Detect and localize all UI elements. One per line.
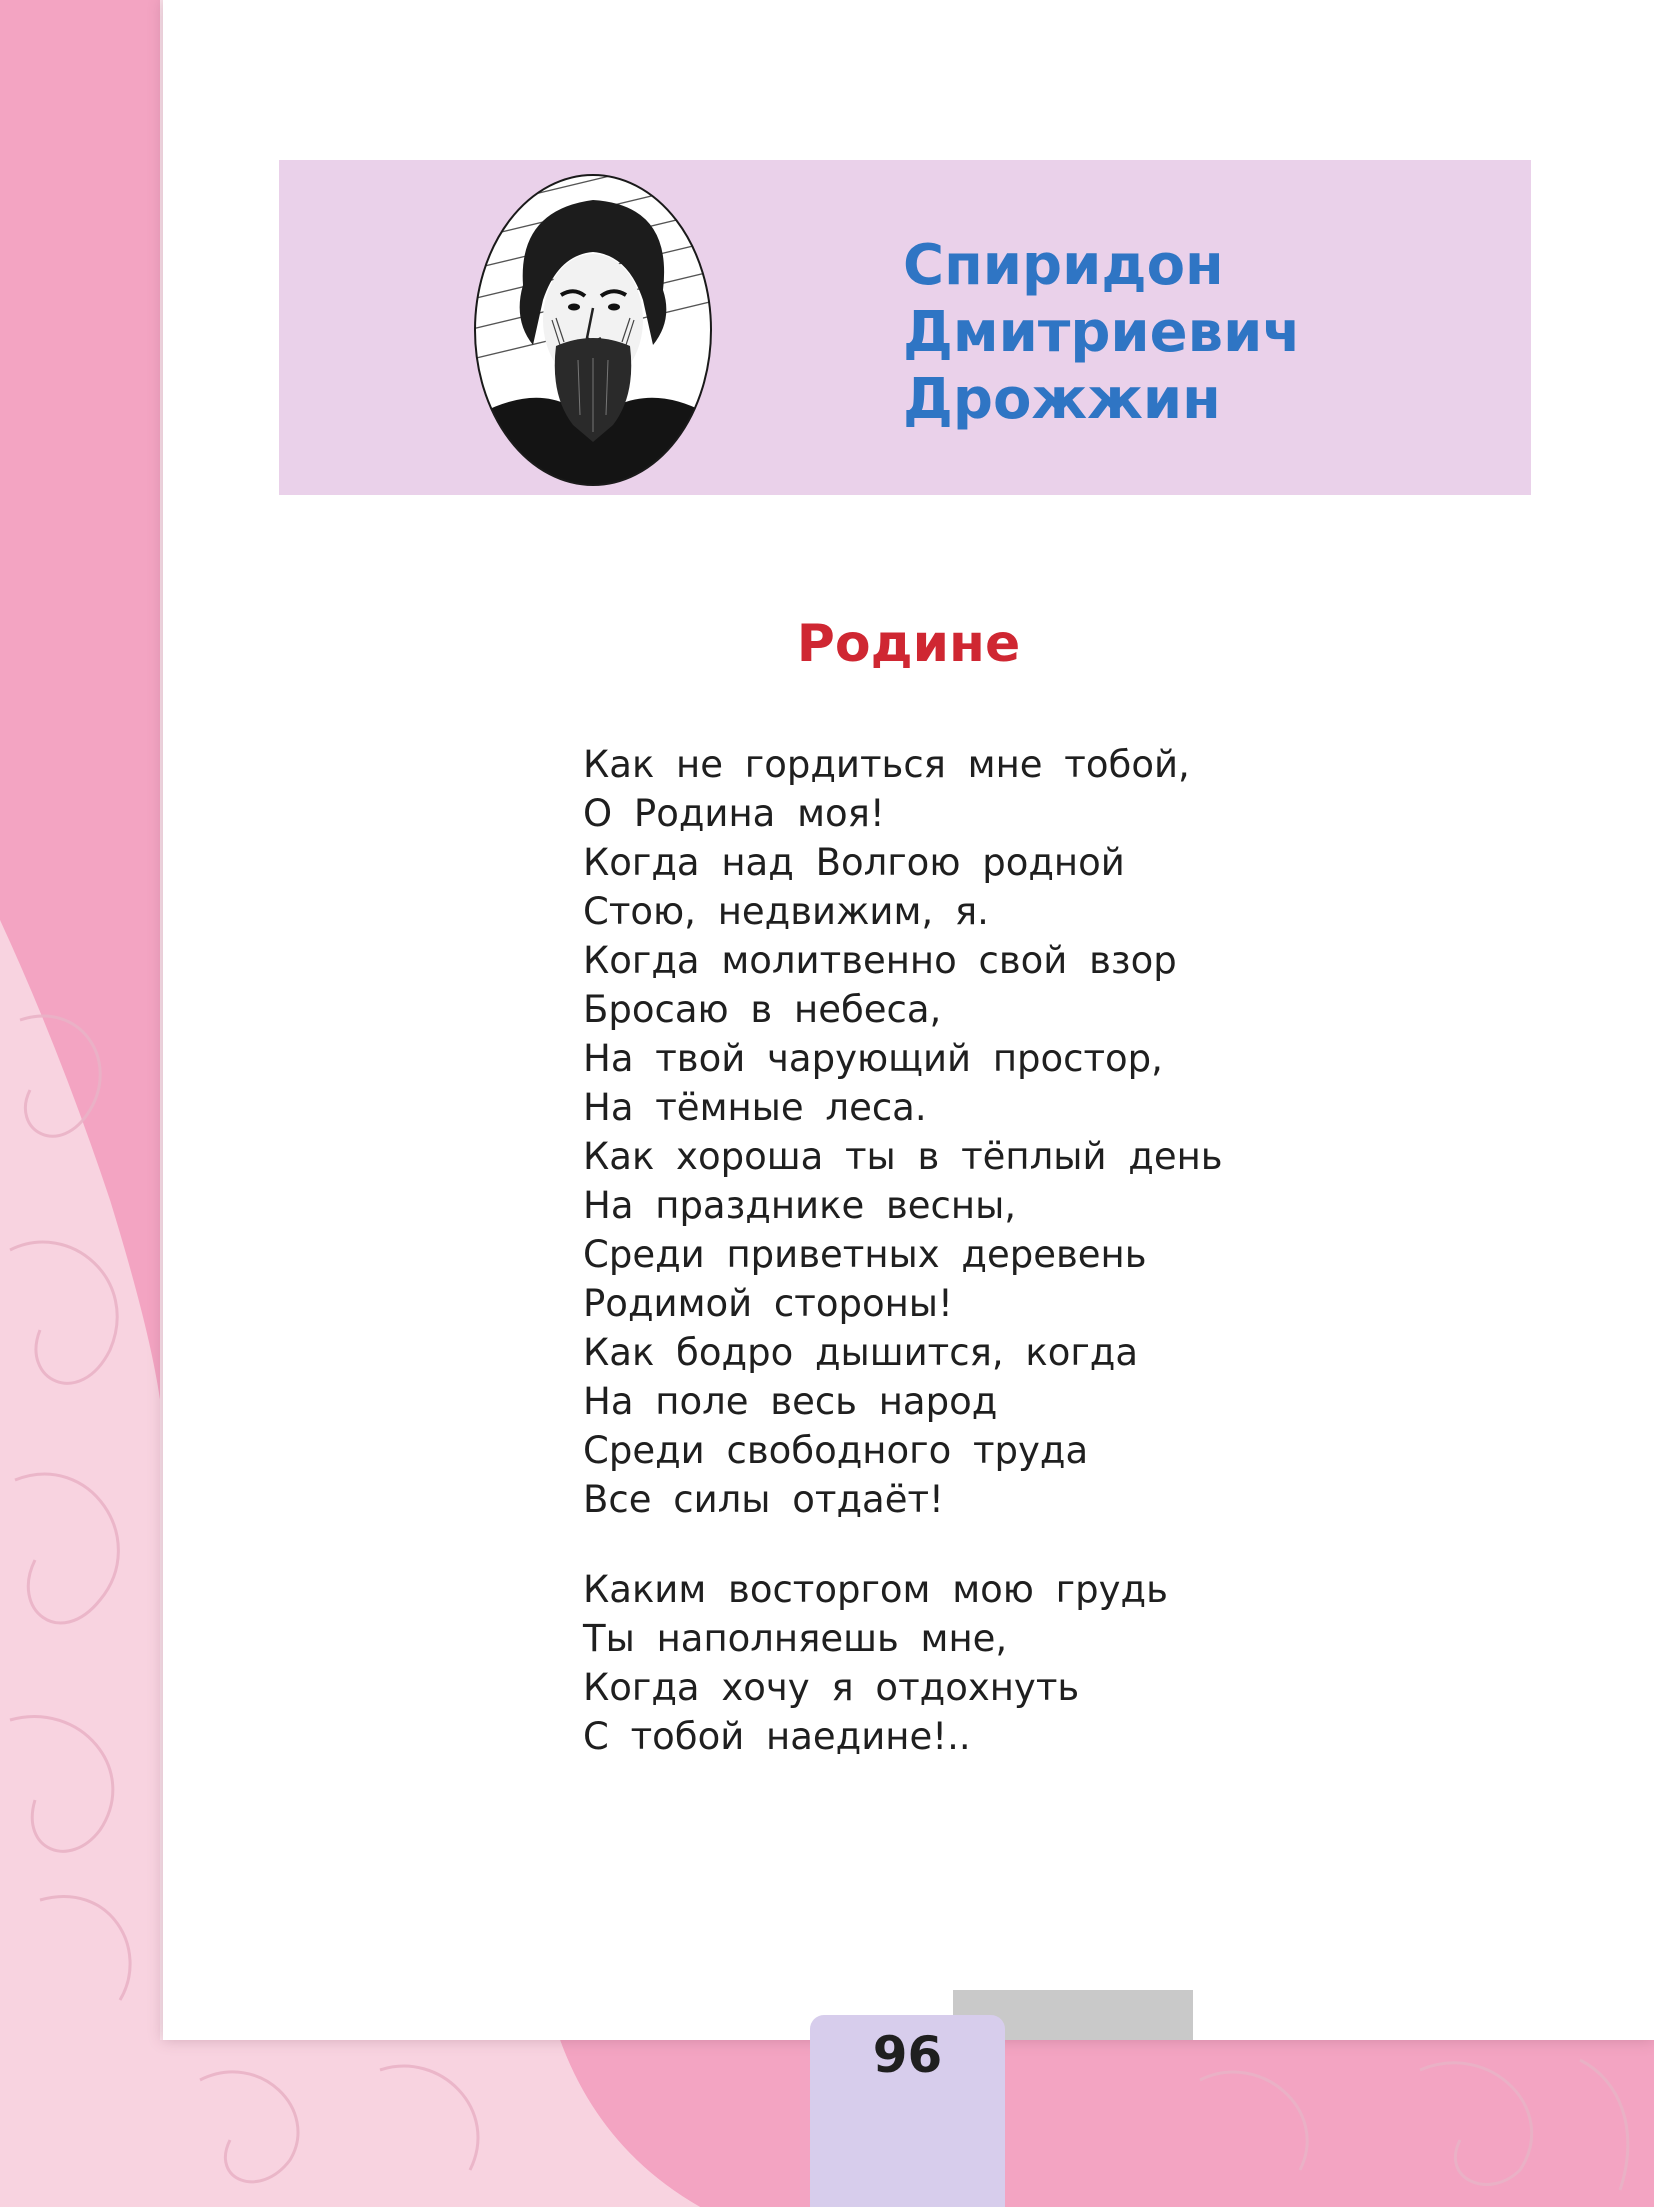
poem-line: Как бодро дышится, когда [583, 1331, 1139, 1374]
stanza-5 [583, 1565, 1483, 1761]
stanza-1 [583, 740, 1483, 936]
poem-line: Когда молитвенно свой взор [583, 939, 1177, 982]
book-page [163, 0, 1654, 2040]
poem-text [583, 740, 1483, 1761]
stanza-2 [583, 936, 1483, 1132]
poem-line: Стою, недвижим, я. [583, 890, 989, 933]
poem-line: На твой чарующий простор, [583, 1037, 1163, 1080]
poem-line: Все силы отдаёт! [583, 1478, 944, 1521]
author-name [903, 232, 1301, 433]
poem-line: Когда хочу я отдохнуть [583, 1666, 1080, 1709]
poem-line: Бросаю в небеса, [583, 988, 942, 1031]
poem-line: С тобой наедине!.. [583, 1715, 971, 1758]
poem-line: О Родина моя! [583, 792, 885, 835]
page-number: 96 [810, 2015, 1005, 2207]
poem-title: Родине [796, 614, 1021, 674]
poem-line: Как хороша ты в тёплый день [583, 1135, 1223, 1178]
author-last-name: Дрожжин [903, 367, 1221, 432]
poem-line: Родимой стороны! [583, 1282, 953, 1325]
poem-line: Ты наполняешь мне, [583, 1617, 1008, 1660]
stanza-4 [583, 1328, 1483, 1565]
poem-line: На тёмные леса. [583, 1086, 927, 1129]
author-patronymic: Дмитриевич [903, 300, 1301, 365]
poem-line: На поле весь народ [583, 1380, 998, 1423]
poem-line: Среди свободного труда [583, 1429, 1089, 1472]
author-first-name: Спиридон [903, 233, 1224, 298]
author-portrait-engraving-icon [468, 170, 718, 490]
poem-line: Среди приветных деревень [583, 1233, 1147, 1276]
poem-line: Как не гордиться мне тобой, [583, 743, 1190, 786]
poem-line: На празднике весны, [583, 1184, 1017, 1227]
stanza-3 [583, 1132, 1483, 1328]
poem-line: Каким восторгом мою грудь [583, 1568, 1168, 1611]
poem-line: Когда над Волгою родной [583, 841, 1125, 884]
